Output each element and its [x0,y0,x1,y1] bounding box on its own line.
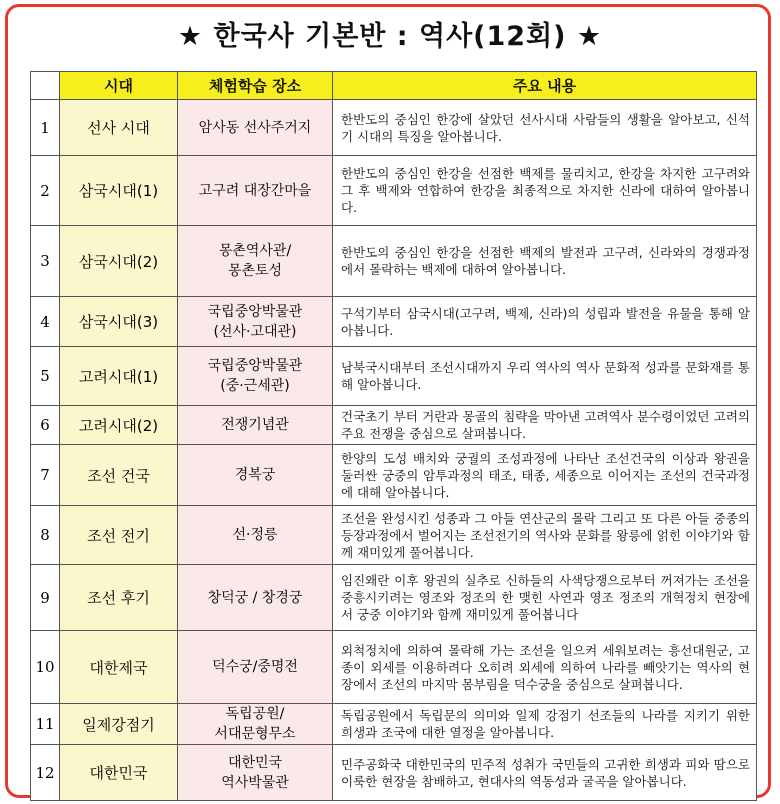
row-content: 조선을 완성시킨 성종과 그 아들 연산군의 몰락 그리고 또 다른 아들 중종의 등장과정에서 벌어지는 조선전기의 역사와 문화를 왕릉에 얽힌 이야기와 함께 재미있게 풀어봅니다. [333,506,757,565]
row-place: 대한민국 역사박물관 [178,745,333,801]
row-era: 삼국시대(2) [60,226,178,297]
row-era: 고려시대(1) [60,347,178,406]
row-place: 고구려 대장간마을 [178,156,333,226]
row-era: 조선 후기 [60,565,178,631]
row-place: 독립공원/ 서대문형무소 [178,704,333,745]
header-number [31,72,60,100]
row-place: 국립중앙박물관 (중·근세관) [178,347,333,406]
row-content: 한양의 도성 배치와 궁궐의 조성과정에 나타난 조선건국의 이상과 왕권을 둘러싼 궁중의 암투과정의 태조, 태종, 세종으로 이어지는 조선의 건국과정에 대해 알아봅니다. [333,445,757,506]
row-content: 남북국시대부터 조선시대까지 우리 역사의 역사 문화적 성과를 문화재를 통해 알아봅니다. [333,347,757,406]
row-content: 한반도의 중심인 한강에 살았던 선사시대 사람들의 생활을 알아보고, 신석기 시대의 특징을 알아봅니다. [333,100,757,156]
row-content: 건국초기 부터 거란과 몽골의 침략을 막아낸 고려역사 분수령이었던 고려의 주요 전쟁을 중심으로 살펴봅니다. [333,406,757,445]
row-place: 국립중앙박물관 (선사·고대관) [178,297,333,347]
table-header-row [31,72,757,100]
row-content: 외척정치에 의하여 몰락해 가는 조선을 일으켜 세워보려는 흥선대원군, 고종이 외세를 이용하려다 오히려 외세에 의하여 나라를 빼앗기는 역사의 현장에서 조선의 마지막 몸부림을 덕수궁을 중심으로 살펴봅니다. [333,631,757,704]
row-number: 4 [31,297,60,347]
row-place: 창덕궁 / 창경궁 [178,565,333,631]
row-content: 독립공원에서 독립문의 의미와 일제 강점기 선조들의 나라를 지키기 위한 희생과 조국에 대한 열정을 알아봅니다. [333,704,757,745]
row-content: 한반도의 중심인 한강을 선점한 백제를 물리치고, 한강을 차지한 고구려와 그 후 백제와 연합하여 한강을 최종적으로 차지한 신라에 대하여 알아봅니다. [333,156,757,226]
table-row [31,347,757,406]
table-row [31,506,757,565]
table-row [31,445,757,506]
row-number: 3 [31,226,60,297]
header-era: 시대 [60,72,178,100]
row-era: 일제강점기 [60,704,178,745]
table-row [31,226,757,297]
row-content: 임진왜란 이후 왕권의 실추로 신하들의 사색당쟁으로부터 꺼져가는 조선을 중흥시키려는 영조와 정조의 한 맺힌 사연과 영조 정조의 개혁정치 현장에서 궁중 이야기와 함께 재미있게 풀어봅니다 [333,565,757,631]
row-content: 한반도의 중심인 한강을 선점한 백제의 발전과 고구려, 신라와의 경쟁과정에서 몰락하는 백제에 대하여 알아봅니다. [333,226,757,297]
table-row [31,406,757,445]
row-era: 삼국시대(1) [60,156,178,226]
row-place: 경복궁 [178,445,333,506]
table-row [31,565,757,631]
row-number: 1 [31,100,60,156]
row-place: 전쟁기념관 [178,406,333,445]
schedule-table [30,71,757,801]
page-title: ★ 한국사 기본반 : 역사(12회) ★ [177,21,603,52]
row-content: 민주공화국 대한민국의 민주적 성취가 국민들의 고귀한 희생과 피와 땀으로 이룩한 현장을 참배하고, 현대사의 역동성과 굴곡을 알아봅니다. [333,745,757,801]
row-era: 대한민국 [60,745,178,801]
row-place: 몽촌역사관/ 몽촌토성 [178,226,333,297]
row-number: 10 [31,631,60,704]
table-row [31,631,757,704]
header-place: 체험학습 장소 [178,72,333,100]
row-place: 암사동 선사주거지 [178,100,333,156]
row-number: 7 [31,445,60,506]
table-row [31,297,757,347]
row-content: 구석기부터 삼국시대(고구려, 백제, 신라)의 성립과 발전을 유물을 통해 알아봅니다. [333,297,757,347]
table-row [31,745,757,801]
header-content: 주요 내용 [333,72,757,100]
row-number: 12 [31,745,60,801]
row-place: 선·정릉 [178,506,333,565]
row-era: 대한제국 [60,631,178,704]
row-place: 덕수궁/중명전 [178,631,333,704]
row-era: 조선 건국 [60,445,178,506]
row-number: 6 [31,406,60,445]
row-number: 5 [31,347,60,406]
table-row [31,156,757,226]
row-era: 삼국시대(3) [60,297,178,347]
row-number: 2 [31,156,60,226]
row-number: 9 [31,565,60,631]
table-row [31,100,757,156]
row-number: 8 [31,506,60,565]
row-era: 조선 전기 [60,506,178,565]
row-era: 선사 시대 [60,100,178,156]
row-era: 고려시대(2) [60,406,178,445]
table-row [31,704,757,745]
row-number: 11 [31,704,60,745]
